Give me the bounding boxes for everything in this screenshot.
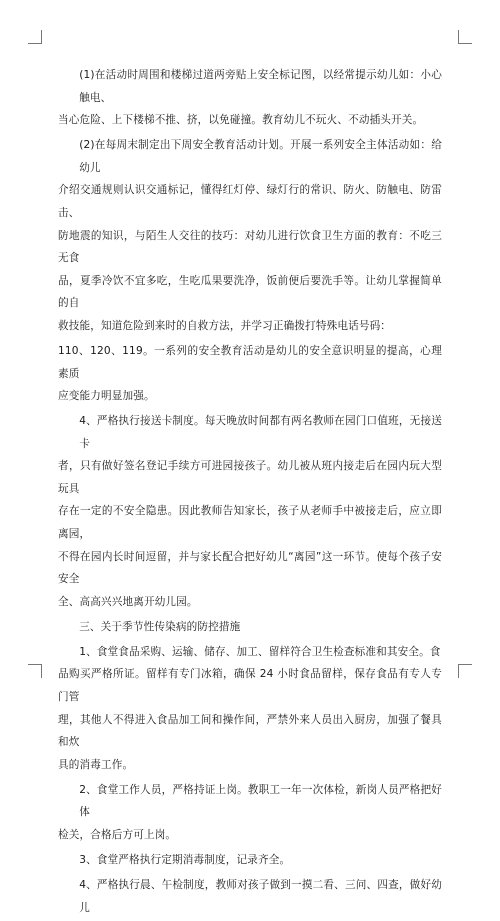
document-body <box>58 64 442 921</box>
text-line: 不得在园内长时间逗留，并与家长配合把好幼儿“离园”这一环节。使每个孩子安安全 <box>58 550 442 586</box>
crop-mark-bottom-right <box>458 664 472 678</box>
paragraph <box>58 64 442 132</box>
text-line: 介绍交通规则认识交通标记，懂得红灯停、绿灯行的常识、防火、防触电、防雷击、 <box>58 184 442 219</box>
text-line: 防地震的知识，与陌生人交往的技巧：对幼儿进行饮食卫生方面的教育：不吃三无食 <box>58 229 442 265</box>
text-line: 110、120、119。一系列的安全教育活动是幼儿的安全意识明显的提高，心理素质 <box>58 344 442 380</box>
crop-mark-top-right <box>458 30 472 44</box>
paragraph <box>58 410 442 613</box>
paragraph <box>58 616 442 639</box>
text-line: 理，其他人不得进入食品加工间和操作间，严禁外来人员出入厨房，加强了餐具和炊 <box>58 713 442 749</box>
text-line: 4、严格执行接送卡制度。每天晚放时间都有两名教师在园门口值班，无接送卡 <box>79 415 442 450</box>
paragraph <box>58 849 442 872</box>
text-line: 应变能力明显加强。 <box>58 390 155 403</box>
text-line: (1)在活动时周围和楼梯过道两旁贴上安全标记图，以经常提示幼儿如：小心触电、 <box>79 69 442 104</box>
text-line: 4、严格执行晨、午检制度，教师对孩子做到一摸二看、三问、四查，做好幼儿 <box>79 878 442 914</box>
text-line: 1、食堂食品采购、运输、储存、加工、留样符合卫生检查标准和其安全。食 <box>79 645 441 658</box>
text-line: 全、高高兴兴地离开幼儿园。 <box>58 595 198 608</box>
paragraph <box>58 779 442 847</box>
paragraph <box>58 874 442 919</box>
text-line: 品购买严格所证。留样有专门冰箱，确保 24 小时食品留样，保存食品有专人专门管 <box>58 668 442 703</box>
text-line: 3、食堂严格执行定期消毒制度，记录齐全。 <box>79 853 291 866</box>
text-line: 品，夏季冷饮不宜多吃，生吃瓜果要洗净，饭前便后要洗手等。让幼儿掌握简单的自 <box>58 274 442 310</box>
paragraph <box>58 340 442 408</box>
text-line: 者，只有做好签名登记手续方可进园接孩子。幼儿被从班内接走后在园内玩大型玩具 <box>58 460 442 495</box>
text-line: 存在一定的不安全隐患。因此教师告知家长，孩子从老师手中被接走后，应立即离园， <box>58 505 442 541</box>
text-line: 2、食堂工作人员，严格持证上岗。教职工一年一次体检，新岗人员严格把好体 <box>79 783 442 819</box>
text-line: (2)在每周末制定出下周安全教育活动计划。开展一系列安全主体活动如：给幼儿 <box>79 139 442 174</box>
paragraph <box>58 641 442 777</box>
text-line: 三、关于季节性传染病的防控措施 <box>79 620 241 633</box>
crop-mark-top-left <box>28 30 42 44</box>
crop-mark-bottom-left <box>28 664 42 678</box>
paragraph <box>58 134 442 337</box>
text-line: 具的消毒工作。 <box>58 758 134 771</box>
text-line: 救技能，知道危险到来时的自救方法，并学习正确拨打特殊电话号码： <box>58 319 392 332</box>
text-line: 检关，合格后方可上岗。 <box>58 828 177 841</box>
text-line: 当心危险、上下楼梯不推、挤，以免碰撞。教育幼儿不玩火、不动插头开关。 <box>58 114 424 127</box>
